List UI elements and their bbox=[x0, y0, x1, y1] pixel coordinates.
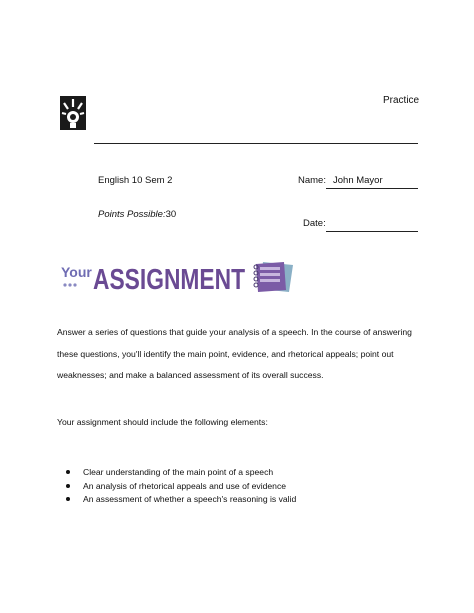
name-underline bbox=[326, 188, 418, 189]
banner-dots bbox=[63, 283, 76, 286]
header-divider bbox=[94, 143, 418, 144]
elements-list bbox=[62, 466, 296, 507]
banner-word-assignment: ASSIGNMENT bbox=[93, 264, 246, 294]
points-value: 30 bbox=[165, 209, 177, 220]
elements-heading: Your assignment should include the following elements: bbox=[57, 417, 268, 427]
notebook-icon bbox=[254, 262, 293, 292]
date-label: Date: bbox=[303, 218, 326, 229]
date-field[interactable] bbox=[326, 231, 418, 232]
list-item: An assessment of whether a speech's reasoning is valid bbox=[62, 493, 296, 507]
intro-paragraph: Answer a series of questions that guide your analysis of a speech. In the course of answering these questions, you'll identify the main point, evidence, and rhetorical appeals; point out weaknesses; and make a balanced assessment of its overall success. bbox=[57, 327, 412, 380]
list-item: An analysis of rhetorical appeals and use of evidence bbox=[62, 480, 296, 494]
course-name: English 10 Sem 2 bbox=[98, 175, 173, 186]
name-label: Name: bbox=[298, 175, 326, 186]
banner-word-your: Your bbox=[61, 264, 92, 280]
practice-label: Practice bbox=[383, 95, 420, 106]
name-field[interactable]: John Mayor bbox=[333, 175, 383, 186]
list-item: Clear understanding of the main point of a speech bbox=[62, 466, 296, 480]
your-assignment-banner bbox=[60, 258, 300, 294]
lightbulb-hands-icon bbox=[60, 96, 86, 130]
points-label: Points Possible: bbox=[98, 209, 166, 220]
points-possible bbox=[98, 209, 176, 220]
